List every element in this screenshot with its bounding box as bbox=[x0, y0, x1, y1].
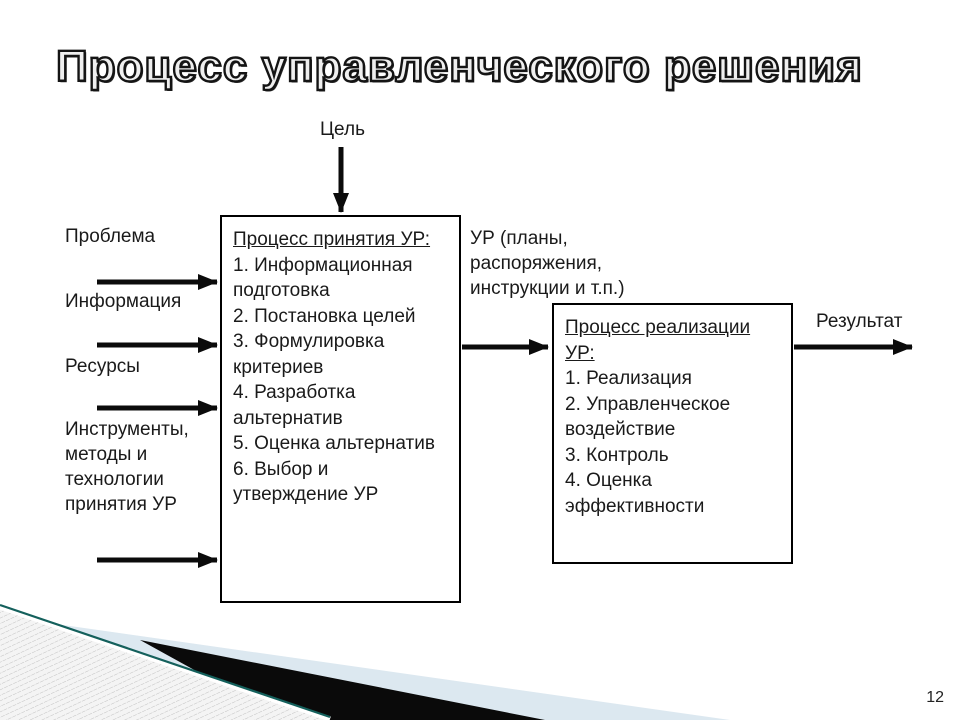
page-number: 12 bbox=[926, 689, 944, 706]
black-wedge bbox=[140, 640, 545, 720]
hatched-wedge bbox=[0, 608, 330, 720]
implementation-box-heading: Процесс реализации УР: bbox=[565, 317, 751, 364]
decision-box-item: 1. Информационная подготовка bbox=[233, 254, 413, 301]
implementation-box-item: 3. Контроль bbox=[565, 444, 669, 466]
result-label: Результат bbox=[816, 311, 903, 332]
decision-process-box bbox=[220, 215, 461, 603]
white-edge-line bbox=[0, 607, 330, 719]
decision-output-label: УР (планы, распоряжения, инструкции и т.п.) bbox=[470, 228, 625, 299]
decision-box-item: 6. Выбор и утверждение УР bbox=[233, 458, 379, 505]
implementation-box-item: 1. Реализация bbox=[565, 368, 692, 389]
input-label-problem: Проблема bbox=[65, 226, 156, 247]
input-label-resources: Ресурсы bbox=[65, 356, 140, 377]
page-title: Процесс управленческого решения bbox=[56, 42, 863, 91]
decision-box-heading: Процесс принятия УР: bbox=[233, 229, 431, 250]
input-label-information: Информация bbox=[65, 291, 182, 312]
implementation-box-item: 2. Управленческое воздействие bbox=[565, 393, 731, 440]
teal-edge-line bbox=[0, 605, 330, 717]
decision-box-item: 5. Оценка альтернатив bbox=[233, 433, 435, 454]
goal-label: Цель bbox=[320, 119, 365, 140]
implementation-box-item: 4. Оценка эффективности bbox=[565, 470, 705, 517]
implementation-process-box bbox=[552, 303, 793, 564]
decision-box-item: 4. Разработка альтернатив bbox=[233, 382, 356, 429]
input-label-tools: Инструменты, методы и технологии принятия УР bbox=[65, 419, 189, 515]
decision-box-item: 2. Постановка целей bbox=[233, 305, 416, 327]
pale-blue-wedge bbox=[0, 616, 730, 720]
decision-box-item: 3. Формулировка критериев bbox=[233, 331, 385, 378]
